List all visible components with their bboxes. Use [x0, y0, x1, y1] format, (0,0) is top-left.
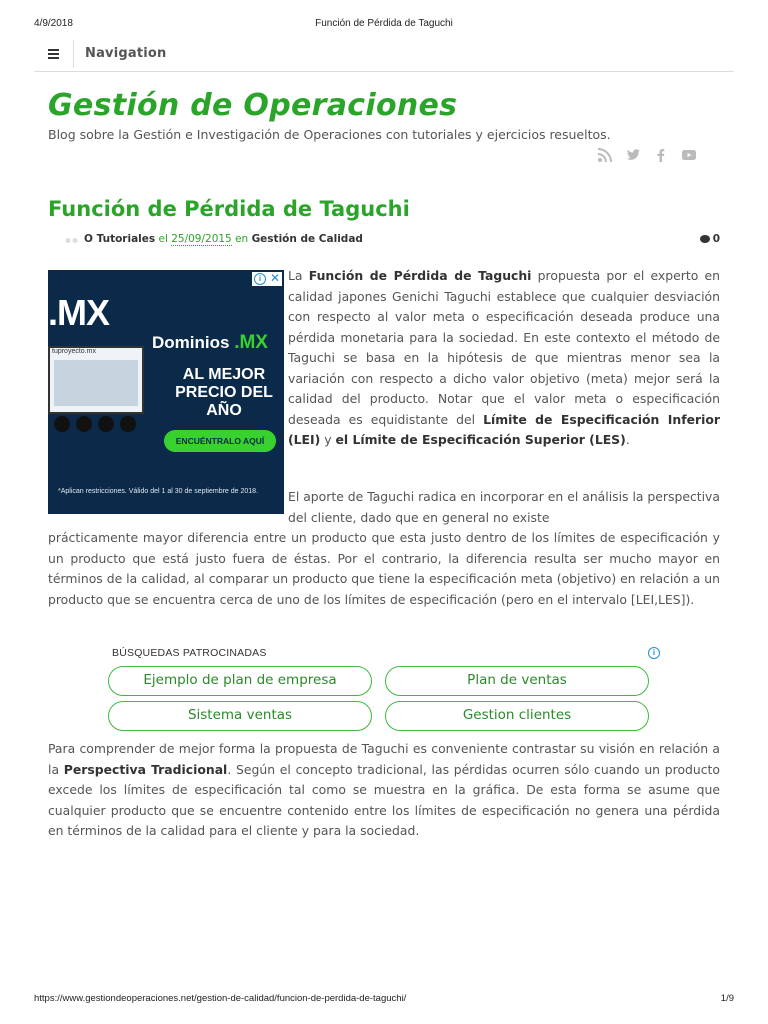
ad-brand	[152, 332, 268, 354]
post-category[interactable]: Gestión de Calidad	[251, 233, 363, 245]
term-lei: Límite de Especificación Inferior (LEI)	[288, 411, 720, 447]
facebook-icon[interactable]	[652, 146, 670, 164]
ad-brand-name: Dominios	[152, 333, 230, 352]
term-les: el Límite de Especificación Superior (LES)	[335, 432, 626, 447]
rss-icon[interactable]	[596, 146, 614, 164]
post-meta	[48, 233, 720, 249]
print-page-number: 1/9	[720, 993, 734, 1004]
meta-en-text: en	[235, 233, 249, 245]
post-title: Función de Pérdida de Taguchi	[48, 197, 410, 221]
sponsored-link[interactable]: Plan de ventas	[385, 666, 649, 696]
sponsored-heading: BÚSQUEDAS PATROCINADAS	[112, 647, 267, 659]
youtube-icon[interactable]	[680, 146, 698, 164]
ad-brand-tld: .MX	[234, 332, 268, 353]
comment-icon	[700, 235, 710, 243]
print-url[interactable]: https://www.gestiondeoperaciones.net/gestion-de-calidad/funcion-de-perdida-de-taguchi/	[34, 993, 407, 1004]
paragraph-intro: La Función de Pérdida de Taguchi propuesta por el experto en calidad japones Genichi Taguchi establece que cualquier desviación con respecto al valor meta o especificación deseada produce una pérdida monetaria para la sociedad. En este contexto el método de Taguchi se basa en la hipótesis de que mientras menor sea la variación con respecto a dicho valor objetivo (meta) mejor será la calidad del producto. Notar que el valor meta o especificación deseada es equidistante del Límite de Especificación Inferior (LEI) y el Límite de Especificación Superior (LES).	[288, 268, 720, 447]
ad-screen-image	[48, 346, 144, 414]
site-description: Blog sobre la Gestión e Investigación de Operaciones con tutoriales y ejercicios resueltos.	[48, 127, 611, 142]
sponsored-link[interactable]: Gestion clientes	[385, 701, 649, 731]
ad-decoration	[54, 416, 154, 434]
print-title: Función de Pérdida de Taguchi	[315, 18, 453, 29]
paragraph-aporte-rest: prácticamente mayor diferencia entre un producto que esta justo dentro de los límites de especificación y un producto que está justo fuera de éstas. Por el contrario, la diferencia resulta ser mucho mayor en términos de la calidad, al comparar un producto que tiene la especificación meta (objetivo) en relación a un producto que se encuentra cerca de uno de los límites de especificación (pero en el intervalo [LEI,LES]).	[48, 530, 720, 607]
ad-choices[interactable]	[252, 272, 282, 286]
post-date[interactable]: 25/09/2015	[171, 233, 232, 245]
navbar	[34, 38, 734, 72]
post-author[interactable]: O Tutoriales	[84, 233, 156, 245]
ad-fine-print: *Aplican restricciones. Válido del 1 al 30 de septiembre de 2018.	[58, 488, 259, 495]
ad-banner[interactable]	[48, 270, 284, 514]
sponsored-link[interactable]: Ejemplo de plan de empresa	[108, 666, 372, 696]
ad-cta-button[interactable]: ENCUÉNTRALO AQUÍ	[164, 430, 276, 452]
ad-promo-text: AL MEJOR PRECIO DEL AÑO	[175, 366, 273, 419]
hamburger-icon[interactable]	[48, 49, 59, 59]
meta-el-text: el	[158, 233, 168, 245]
author-avatar-icon	[48, 235, 82, 246]
ad-info-icon[interactable]: i	[254, 273, 266, 285]
comment-count: 0	[712, 233, 720, 245]
navigation-menu-link[interactable]: Navigation	[85, 46, 167, 61]
ad-close-icon[interactable]: ✕	[269, 271, 280, 285]
term-taguchi-loss: Función de Pérdida de Taguchi	[308, 268, 532, 283]
site-title[interactable]: Gestión de Operaciones	[48, 88, 458, 123]
twitter-icon[interactable]	[624, 146, 642, 164]
print-header	[34, 18, 734, 32]
ad-screen-url: tuproyecto.mx	[52, 348, 96, 355]
ad-big-text: .MX	[48, 292, 110, 333]
print-footer	[34, 993, 734, 1007]
comments-link[interactable]	[700, 233, 720, 245]
term-perspectiva-tradicional: Perspectiva Tradicional	[63, 761, 228, 777]
sponsored-info-icon[interactable]: i	[648, 647, 660, 659]
sponsored-link[interactable]: Sistema ventas	[108, 701, 372, 731]
print-date: 4/9/2018	[34, 18, 73, 29]
nav-divider	[73, 40, 74, 68]
paragraph-aporte-start: El aporte de Taguchi radica en incorporar en el análisis la perspectiva del cliente, dado que en general no existe	[288, 489, 720, 525]
paragraph-perspectiva: Para comprender de mejor forma la propuesta de Taguchi es conveniente contrastar su visión en relación a la Perspectiva Tradicional. Según el concepto tradicional, las pérdidas ocurren sólo cuando un producto excede los límites de especificación tal como se muestra en la gráfica. De esta forma se asume que cualquier producto que se encuentre contenido entre los límites de especificación no genera una pérdida en términos de la calidad para el cliente y para la sociedad.	[48, 741, 720, 838]
